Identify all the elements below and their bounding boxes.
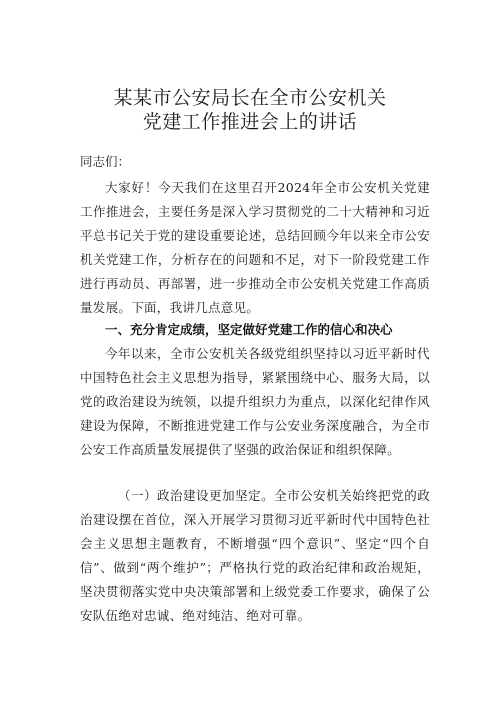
document-title-line2: 党建工作推进会上的讲话 [142, 111, 358, 133]
section-heading-1: 一、充分肯定成绩，坚定做好党建工作的信心和决心 [105, 322, 393, 337]
paragraph-political-building: （一）政治建设更加坚定。全市公安机关始终把党的政治建设摆在首位，深入开展学习贯彻习近平新时代中国特色社会主义思想主题教育，不断增强“四个意识”、坚定“四个自信”、做到“两个维护”；严格执行党的政治纪律和政治规矩，坚决贯彻落实党中央决策部署和上级党委工作要求，确保了公安队伍绝对忠诚、绝对纯洁、绝对可靠。 [80, 488, 430, 623]
document-title-line1: 某某市公安局长在全市公安机关 [113, 87, 387, 109]
paragraph-achievements: 今年以来，全市公安机关各级党组织坚持以习近平新时代中国特色社会主义思想为指导，紧紧围绕中心、服务大局，以党的政治建设为统领，以提升组织力为重点，以深化纪律作风建设为保障，不断推进党建工作与公安业务深度融合，为全市公安工作高质量发展提供了坚强的政治保证和组织保障。 [80, 346, 430, 457]
paragraph-intro: 大家好！今天我们在这里召开2024年全市公安机关党建工作推进会，主要任务是深入学习贯彻党的二十大精神和习近平总书记关于党的建设重要论述，总结回顾今年以来全市公安机关党建工作，分析存在的问题和不足，对下一阶段党建工作进行再动员、再部署，进一步推动全市公安机关党建工作高质量发展。下面，我讲几点意见。 [80, 180, 430, 315]
greeting: 同志们： [80, 154, 131, 169]
